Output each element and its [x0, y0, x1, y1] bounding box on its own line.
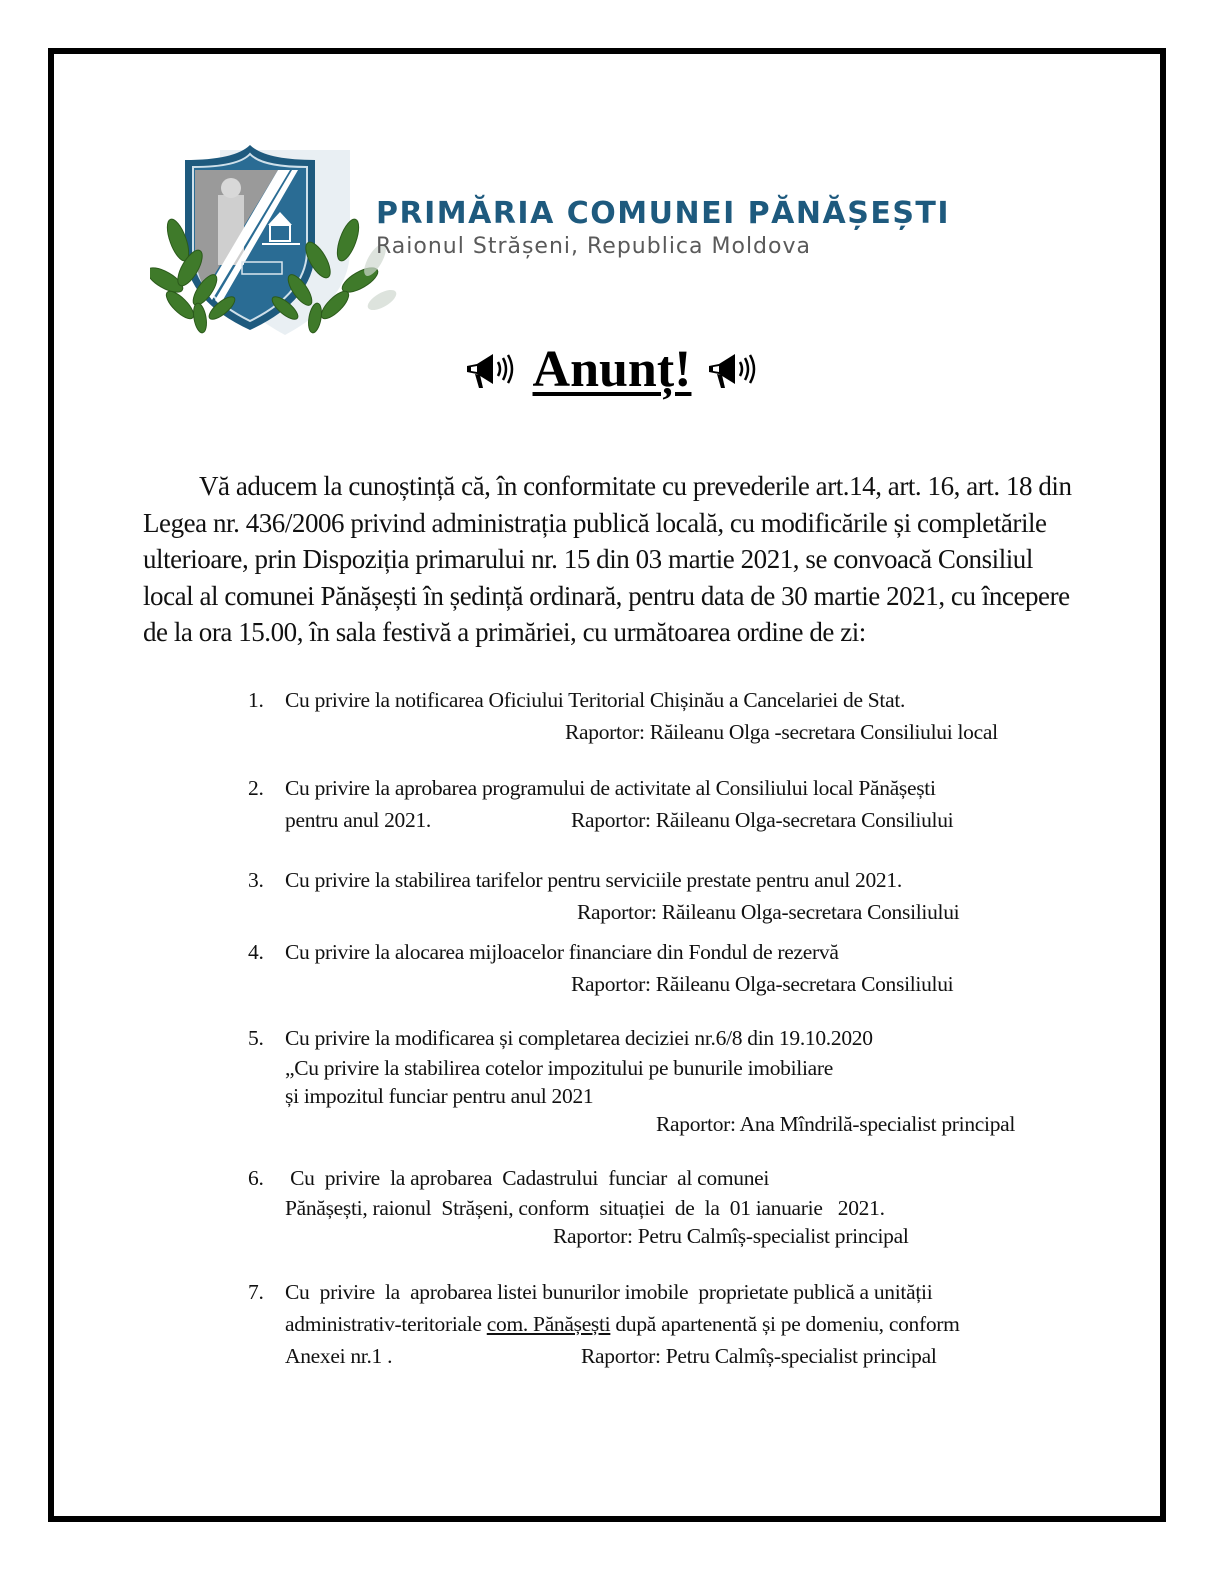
agenda-item-text [285, 1312, 960, 1337]
agenda-item-rapporteur: Raportor: Răileanu Olga-secretara Consiliului [571, 808, 954, 832]
agenda-item-text-part: administrativ-teritoriale [285, 1312, 487, 1336]
commune-link: com. Pănășești [486, 1312, 611, 1336]
agenda-item-number: 7. [248, 1280, 264, 1304]
agenda-item-text: pentru anul 2021. [285, 808, 431, 832]
agenda-item-text: și impozitul funciar pentru anul 2021 [285, 1084, 594, 1108]
agenda-item-number: 4. [248, 940, 264, 964]
megaphone-icon [705, 350, 761, 390]
agenda-item-text: Cu privire la alocarea mijloacelor financiare din Fondul de rezervă [285, 940, 839, 964]
agenda-item-number: 3. [248, 868, 264, 892]
agenda-item-text: Anexei nr.1 . [285, 1344, 393, 1368]
organization-subtitle: Raionul Strășeni, Republica Moldova [376, 234, 811, 259]
agenda-item-rapporteur: Raportor: Răileanu Olga -secretara Consiliului local [565, 720, 998, 744]
agenda-item-text: Cu privire la stabilirea tarifelor pentru serviciile prestate pentru anul 2021. [285, 868, 902, 892]
agenda-item-rapporteur: Raportor: Petru Calmîș-specialist principal [553, 1224, 909, 1248]
agenda-item-text: Cu privire la modificarea și completarea deciziei nr.6/8 din 19.10.2020 [285, 1026, 873, 1050]
intro-paragraph: Vă aducem la cunoștință că, în conformitate cu prevederile art.14, art. 16, art. 18 din Legea nr. 436/2006 privind administrația publică locală, cu modificările și completările ulterioare, prin Dispoziția primarului nr. 15 din 03 martie 2021, se convoacă Consiliul local al comunei Pănășești în ședință ordinară, pentru data de 30 martie 2021, cu începere de la ora 15.00, în sala festivă a primăriei, cu următoarea ordine de zi: [143, 471, 1072, 647]
agenda-item-text: Cu privire la aprobarea programului de activitate al Consiliului local Pănășești [285, 776, 936, 800]
agenda-item-rapporteur: Raportor: Răileanu Olga-secretara Consiliului [577, 900, 960, 924]
agenda-item-text: „Cu privire la stabilirea cotelor impozitului pe bunurile imobiliare [285, 1056, 833, 1080]
agenda-item-text: Cu privire la notificarea Oficiului Teritorial Chișinău a Cancelariei de Stat. [285, 688, 906, 712]
agenda-item-text: Cu privire la aprobarea listei bunurilor imobile proprietate publică a unității [285, 1280, 933, 1304]
agenda-item-text-part: după apartenentă și pe domeniu, conform [610, 1312, 960, 1336]
agenda-item-rapporteur: Raportor: Petru Calmîș-specialist principal [581, 1344, 937, 1368]
agenda-item-text: Pănășești, raionul Strășeni, conform situației de la 01 ianuarie 2021. [285, 1196, 885, 1220]
agenda-item-rapporteur: Raportor: Răileanu Olga-secretara Consiliului [571, 972, 954, 996]
megaphone-icon [463, 350, 519, 390]
announcement-heading [0, 340, 1224, 399]
agenda-item-number: 1. [248, 688, 264, 712]
agenda-item-number: 5. [248, 1026, 264, 1050]
announcement-title: Anunț! [532, 341, 692, 398]
agenda-item-number: 6. [248, 1166, 264, 1190]
organization-title: PRIMĂRIA COMUNEI PĂNĂȘEȘTI [376, 196, 951, 231]
agenda-item-rapporteur: Raportor: Ana Mîndrilă-specialist principal [656, 1112, 1016, 1136]
agenda-item-text: Cu privire la aprobarea Cadastrului funciar al comunei [285, 1166, 770, 1190]
municipality-crest-logo [150, 140, 410, 340]
agenda-item-number: 2. [248, 776, 264, 800]
